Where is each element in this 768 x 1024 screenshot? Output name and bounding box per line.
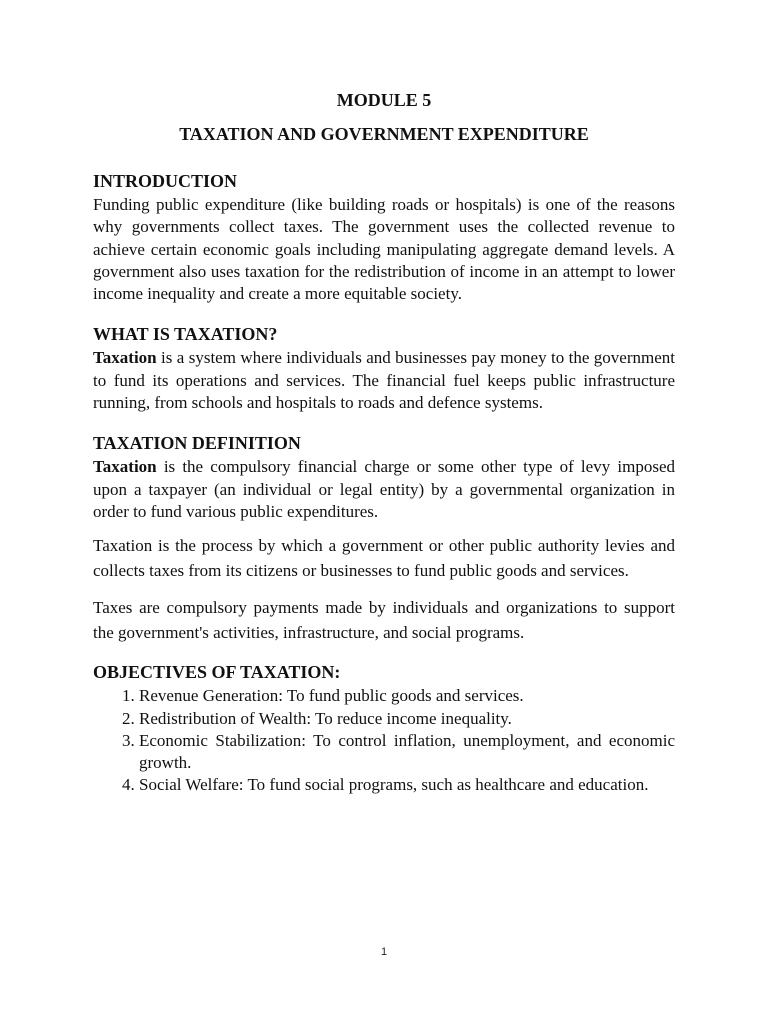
introduction-section	[93, 168, 675, 305]
taxation-term: Taxation	[93, 457, 157, 477]
taxation-definition-section	[93, 430, 675, 645]
module-label: MODULE 5	[336, 90, 432, 110]
list-item: 1. Revenue Generation: To fund public goods and services.	[139, 685, 675, 707]
introduction-heading: INTRODUCTION	[93, 171, 238, 191]
what-is-taxation-paragraph	[93, 347, 675, 414]
introduction-paragraph: Funding public expenditure (like building roads or hospitals) is one of the reasons why governments collect taxes. The government uses the collected revenue to achieve certain economic goals including manipulating aggregate demand levels. A government also uses taxation for the redistribution of income in an attempt to lower income inequality and create a more equitable society.	[93, 195, 675, 304]
page-title: TAXATION AND GOVERNMENT EXPENDITURE	[179, 124, 589, 144]
list-item: 3. Economic Stabilization: To control inflation, unemployment, and economic growth.	[139, 730, 675, 775]
what-is-taxation-heading: WHAT IS TAXATION?	[93, 324, 278, 345]
definition-paragraph-3: Taxes are compulsory payments made by individuals and organizations to support the government's activities, infrastructure, and social programs.	[93, 598, 675, 643]
what-is-taxation-text: is a system where individuals and businesses pay money to the government to fund its operations and services. The financial fuel keeps public infrastructure running, from schools and hospitals to roads and defence systems.	[93, 348, 675, 413]
document-page	[93, 86, 675, 797]
objectives-section	[93, 659, 675, 796]
taxation-term: Taxation	[93, 348, 157, 368]
definition-text: is the compulsory financial charge or some other type of levy imposed upon a taxpayer (an individual or legal entity) by a governmental organization in order to fund various public expenditures.	[93, 457, 675, 521]
page-number: 1	[380, 946, 388, 958]
definition-paragraph-1	[93, 456, 675, 523]
objectives-heading: OBJECTIVES OF TAXATION:	[93, 662, 341, 683]
taxation-definition-heading: TAXATION DEFINITION	[93, 433, 301, 454]
what-is-taxation-section	[93, 321, 675, 414]
definition-paragraph-2: Taxation is the process by which a government or other public authority levies and collects taxes from its citizens or businesses to fund public goods and services.	[93, 536, 675, 581]
list-item: 2. Redistribution of Wealth: To reduce income inequality.	[139, 708, 675, 730]
list-item: 4. Social Welfare: To fund social programs, such as healthcare and education.	[139, 774, 675, 796]
objectives-list	[93, 685, 675, 796]
